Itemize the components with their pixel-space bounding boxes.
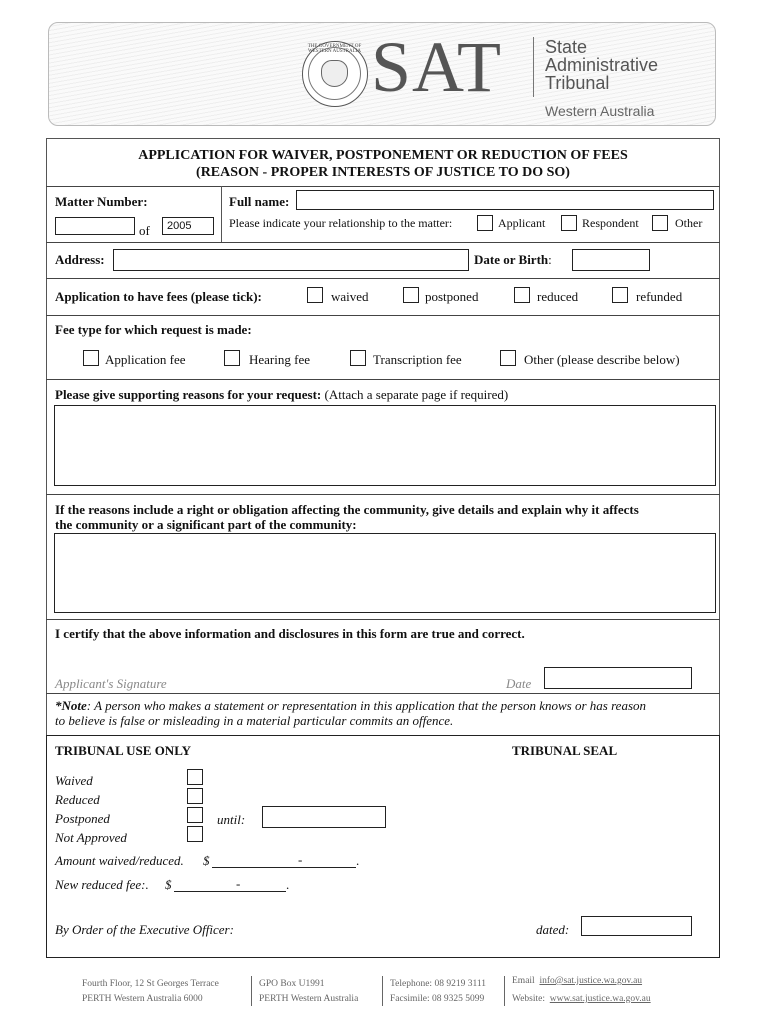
- government-seal: [302, 41, 368, 107]
- refunded-checkbox[interactable]: [612, 287, 628, 303]
- other-fee-label: Other (please describe below): [524, 352, 680, 367]
- dob-input[interactable]: [572, 249, 650, 271]
- waived-checkbox[interactable]: [307, 287, 323, 303]
- amount-label: Amount waived/reduced.: [55, 853, 184, 868]
- amount-input[interactable]: [212, 852, 356, 868]
- certify-label: I certify that the above information and disclosures in this form are true and correct.: [55, 626, 525, 641]
- community-textarea[interactable]: [54, 533, 716, 613]
- new-fee-label: New reduced fee:.: [55, 877, 149, 892]
- full-name-label: Full name:: [229, 194, 290, 209]
- reduced-checkbox[interactable]: [514, 287, 530, 303]
- respondent-label: Respondent: [582, 216, 639, 230]
- until-label: until:: [217, 812, 246, 827]
- reasons-label: Please give supporting reasons for your request: (Attach a separate page if required): [55, 387, 509, 402]
- tribunal-postponed-label: Postponed: [55, 811, 110, 826]
- date-label: Date: [506, 676, 532, 691]
- tribunal-not-approved-label: Not Approved: [55, 830, 127, 845]
- transcription-fee-label: Transcription fee: [373, 352, 462, 367]
- certify-date-input[interactable]: [544, 667, 692, 689]
- application-fee-checkbox[interactable]: [83, 350, 99, 366]
- until-date-input[interactable]: [262, 806, 386, 828]
- new-fee-dollar: $: [165, 877, 172, 892]
- community-label-line2: the community or a significant part of the community:: [55, 517, 357, 532]
- sat-logo: SAT: [371, 27, 503, 107]
- tribunal-waived-label: Waived: [55, 773, 93, 788]
- matter-number-label: Matter Number:: [55, 194, 148, 209]
- seal-text: THE GOVERNMENT OF WESTERN AUSTRALIA: [307, 44, 362, 54]
- dob-label: Date or Birth:: [474, 252, 552, 267]
- tribunal-waived-checkbox[interactable]: [187, 769, 203, 785]
- email-link[interactable]: info@sat.justice.wa.gov.au: [539, 976, 643, 986]
- relationship-label: Please indicate your relationship to the matter:: [229, 216, 453, 230]
- org-name-line1: State: [545, 37, 588, 57]
- footer-po-line1: GPO Box U1991: [259, 979, 325, 989]
- signature-label: Applicant's Signature: [55, 676, 167, 691]
- new-fee-dot: .: [286, 877, 290, 892]
- form-title-line1: APPLICATION FOR WAIVER, POSTPONEMENT OR REDUCTION OF FEES: [138, 148, 628, 163]
- transcription-fee-checkbox[interactable]: [350, 350, 366, 366]
- tribunal-seal-label: TRIBUNAL SEAL: [512, 743, 618, 758]
- footer-telephone: Telephone: 08 9219 3111: [390, 979, 486, 989]
- org-name-line3: Tribunal: [545, 73, 610, 93]
- form-title-line2: (REASON - PROPER INTERESTS OF JUSTICE TO DO SO): [196, 165, 570, 180]
- website-link[interactable]: www.sat.justice.wa.gov.au: [549, 994, 651, 1004]
- amount-dollar: $: [203, 853, 210, 868]
- amount-dash: -: [298, 852, 303, 867]
- new-fee-dash: -: [236, 876, 241, 891]
- community-label-line1: If the reasons include a right or obligation affecting the community, give details and explain why it affects: [55, 502, 639, 517]
- region-label: Western Australia: [545, 103, 655, 119]
- address-label: Address:: [55, 252, 105, 267]
- other-relationship-label: Other: [675, 216, 703, 230]
- tribunal-postponed-checkbox[interactable]: [187, 807, 203, 823]
- respondent-checkbox[interactable]: [561, 215, 577, 231]
- footer-address-line1: Fourth Floor, 12 St Georges Terrace: [82, 979, 219, 989]
- reduced-label: reduced: [537, 289, 579, 304]
- order-label: By Order of the Executive Officer:: [55, 922, 234, 937]
- dated-label: dated:: [536, 922, 570, 937]
- amount-dot: .: [356, 853, 360, 868]
- org-name-line2: Administrative: [545, 55, 659, 75]
- matter-year-value: 2005: [167, 220, 192, 232]
- other-relationship-checkbox[interactable]: [652, 215, 668, 231]
- tribunal-reduced-label: Reduced: [55, 792, 100, 807]
- applicant-label: Applicant: [498, 216, 546, 230]
- tribunal-use-label: TRIBUNAL USE ONLY: [55, 743, 192, 758]
- postponed-label: postponed: [425, 289, 479, 304]
- footer-po-line2: PERTH Western Australia: [259, 994, 359, 1004]
- dated-input[interactable]: [581, 916, 692, 936]
- footer-facsimile: Facsimile: 08 9325 5099: [390, 994, 485, 1004]
- postponed-checkbox[interactable]: [403, 287, 419, 303]
- footer-website: Website: www.sat.justice.wa.gov.au: [512, 994, 651, 1004]
- waived-label: waived: [331, 289, 369, 304]
- address-input[interactable]: [113, 249, 469, 271]
- refunded-label: refunded: [636, 289, 683, 304]
- application-fee-label: Application fee: [105, 352, 186, 367]
- header-banner: [48, 22, 716, 126]
- matter-number-input[interactable]: [55, 217, 135, 235]
- of-label: of: [139, 223, 150, 238]
- new-fee-input[interactable]: [174, 876, 286, 892]
- tribunal-reduced-checkbox[interactable]: [187, 788, 203, 804]
- applicant-checkbox[interactable]: [477, 215, 493, 231]
- fees-tick-label: Application to have fees (please tick):: [55, 289, 262, 304]
- hearing-fee-checkbox[interactable]: [224, 350, 240, 366]
- fee-type-label: Fee type for which request is made:: [55, 322, 252, 337]
- tribunal-not-approved-checkbox[interactable]: [187, 826, 203, 842]
- other-fee-checkbox[interactable]: [500, 350, 516, 366]
- reasons-textarea[interactable]: [54, 405, 716, 486]
- hearing-fee-label: Hearing fee: [249, 352, 310, 367]
- note-line1: *Note: A person who makes a statement or representation in this application that the person knows or has reason: [55, 698, 646, 713]
- footer-address-line2: PERTH Western Australia 6000: [82, 994, 203, 1004]
- full-name-input[interactable]: [296, 190, 714, 210]
- footer-email: Email info@sat.justice.wa.gov.au: [512, 976, 643, 986]
- note-line2: to believe is false or misleading in a material particular commits an offence.: [55, 713, 454, 728]
- matter-year-input[interactable]: [162, 217, 214, 235]
